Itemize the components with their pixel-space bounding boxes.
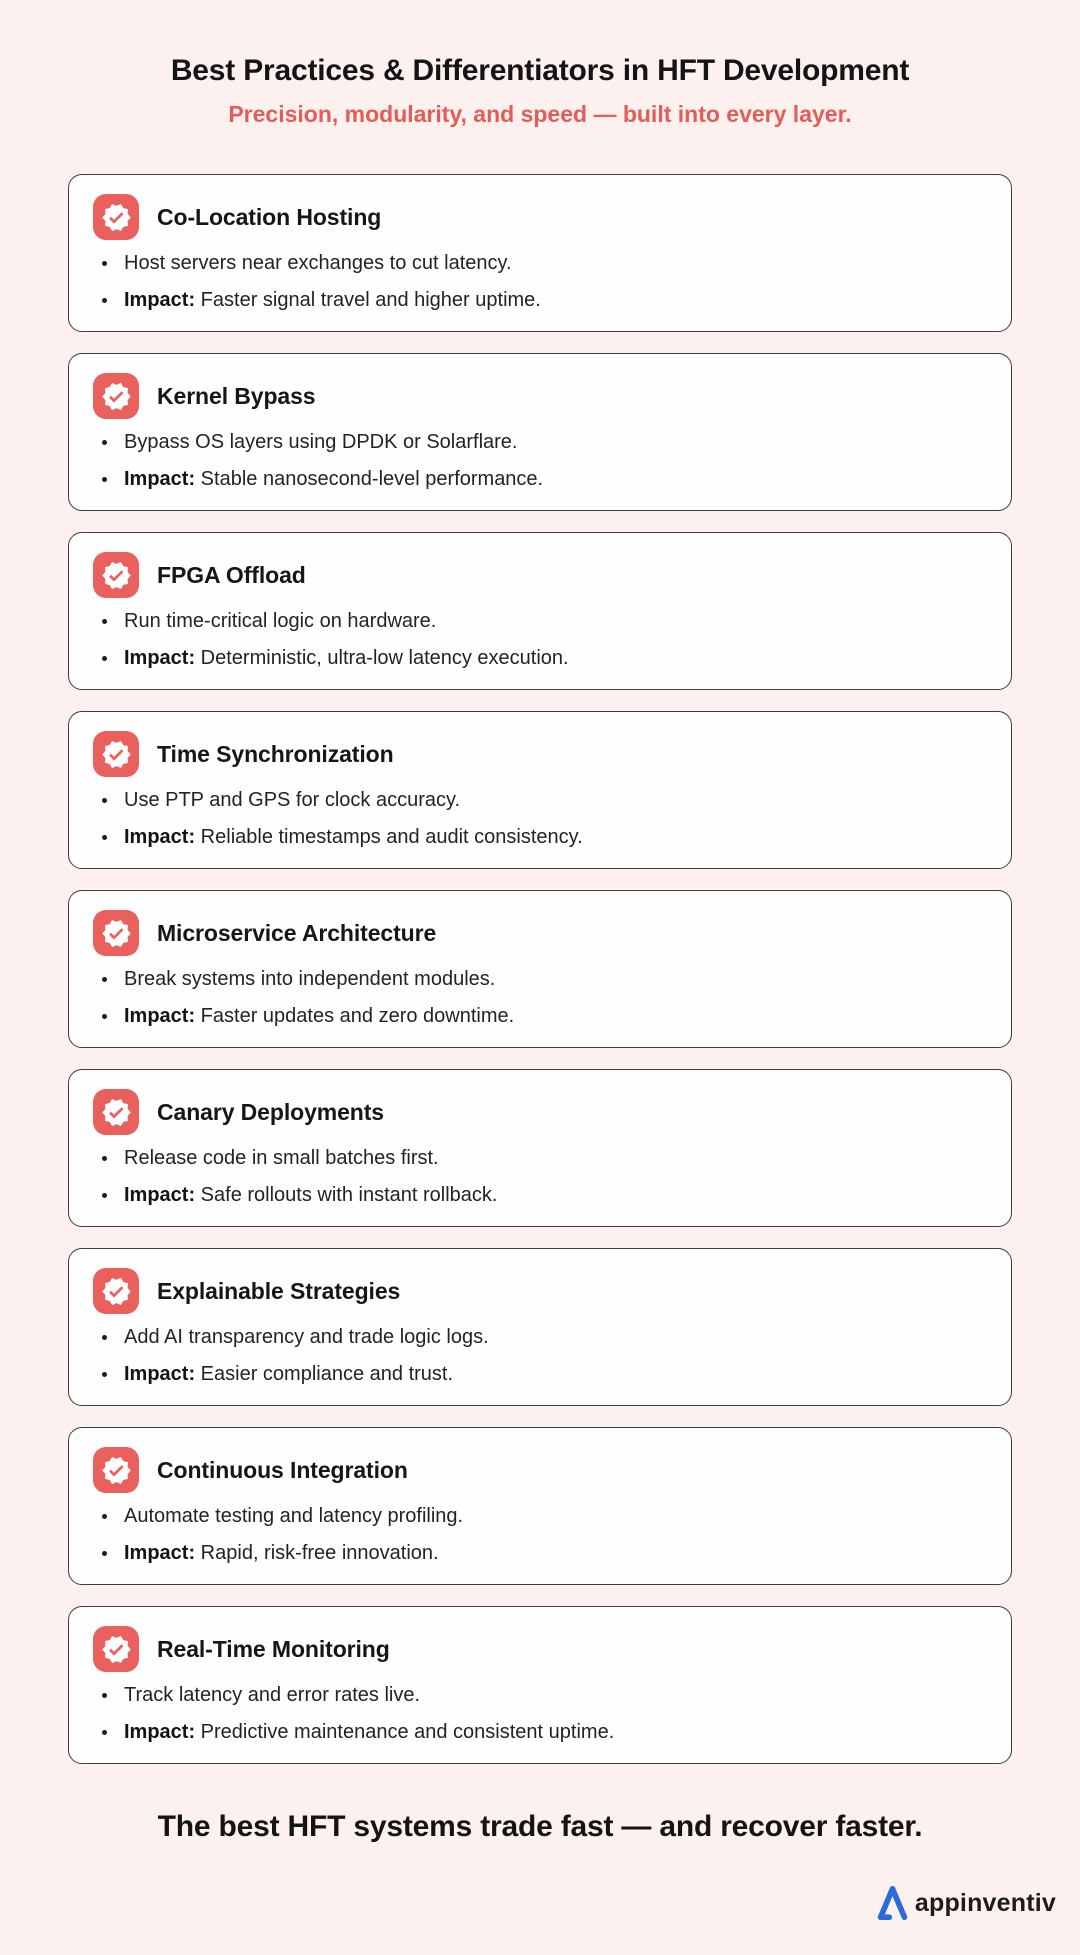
bullet-item: Release code in small batches first.	[93, 1147, 987, 1169]
verified-badge-icon	[93, 1447, 139, 1493]
bullet-dot-icon	[102, 1551, 107, 1556]
card-title: Kernel Bypass	[157, 382, 316, 409]
bullet-item: Automate testing and latency profiling.	[93, 1505, 987, 1527]
bullet-dot-icon	[102, 977, 107, 982]
bullet-dot-icon	[102, 1372, 107, 1377]
bullet-item: Host servers near exchanges to cut latency.	[93, 252, 987, 274]
card-header	[93, 194, 987, 240]
verified-badge-icon	[93, 731, 139, 777]
bullet-dot-icon	[102, 835, 107, 840]
bullet-dot-icon	[102, 261, 107, 266]
bullet-item: Bypass OS layers using DPDK or Solarflare.	[93, 431, 987, 453]
card-time-synchronization	[68, 711, 1012, 869]
bullet-dot-icon	[102, 298, 107, 303]
card-microservice-architecture	[68, 890, 1012, 1048]
card-header	[93, 731, 987, 777]
card-real-time-monitoring	[68, 1606, 1012, 1764]
bullet-item: Impact: Easier compliance and trust.	[93, 1363, 987, 1385]
bullet-item: Track latency and error rates live.	[93, 1684, 987, 1706]
card-header	[93, 1268, 987, 1314]
card-header	[93, 910, 987, 956]
bullet-item: Impact: Reliable timestamps and audit consistency.	[93, 826, 987, 848]
card-fpga-offload	[68, 532, 1012, 690]
page-title: Best Practices & Differentiators in HFT Development	[170, 54, 910, 87]
bullet-item: Impact: Rapid, risk-free innovation.	[93, 1542, 987, 1564]
card-continuous-integration	[68, 1427, 1012, 1585]
verified-badge-icon	[93, 910, 139, 956]
verified-badge-icon	[93, 1268, 139, 1314]
bullet-item: Break systems into independent modules.	[93, 968, 987, 990]
bullet-item: Add AI transparency and trade logic logs.	[93, 1326, 987, 1348]
page-subtitle: Precision, modularity, and speed — built into every layer.	[228, 101, 852, 127]
card-title: Microservice Architecture	[157, 919, 437, 946]
verified-badge-icon	[93, 1089, 139, 1135]
bullet-list	[93, 1505, 987, 1564]
card-title: Continuous Integration	[157, 1456, 408, 1483]
bullet-dot-icon	[102, 1693, 107, 1698]
verified-badge-icon	[93, 1626, 139, 1672]
bullet-item: Impact: Deterministic, ultra-low latency execution.	[93, 647, 987, 669]
bullet-list	[93, 968, 987, 1027]
card-title: Co-Location Hosting	[157, 203, 382, 230]
verified-badge-icon	[93, 552, 139, 598]
bullet-item: Use PTP and GPS for clock accuracy.	[93, 789, 987, 811]
card-header	[93, 1626, 987, 1672]
card-title: Time Synchronization	[157, 740, 394, 767]
card-explainable-strategies	[68, 1248, 1012, 1406]
bullet-item: Impact: Predictive maintenance and consistent uptime.	[93, 1721, 987, 1743]
card-title: Canary Deployments	[157, 1098, 384, 1125]
card-canary-deployments	[68, 1069, 1012, 1227]
bullet-dot-icon	[102, 619, 107, 624]
card-co-location-hosting	[68, 174, 1012, 332]
card-header	[93, 1447, 987, 1493]
bullet-item: Impact: Safe rollouts with instant rollback.	[93, 1184, 987, 1206]
bullet-list	[93, 1684, 987, 1743]
card-header	[93, 373, 987, 419]
verified-badge-icon	[93, 373, 139, 419]
card-kernel-bypass	[68, 353, 1012, 511]
appinventiv-a-icon	[876, 1884, 909, 1922]
bullet-item: Impact: Faster updates and zero downtime.	[93, 1005, 987, 1027]
bullet-item: Run time-critical logic on hardware.	[93, 610, 987, 632]
card-list	[68, 174, 1012, 1764]
bullet-item: Impact: Stable nanosecond-level performance.	[93, 468, 987, 490]
bullet-dot-icon	[102, 477, 107, 482]
bullet-list	[93, 610, 987, 669]
bullet-dot-icon	[102, 440, 107, 445]
bullet-dot-icon	[102, 798, 107, 803]
brand-logo	[0, 1884, 1056, 1922]
verified-badge-icon	[93, 194, 139, 240]
closing-statement: The best HFT systems trade fast — and recover faster.	[157, 1810, 923, 1843]
bullet-dot-icon	[102, 1156, 107, 1161]
card-title: FPGA Offload	[157, 561, 306, 588]
card-title: Real-Time Monitoring	[157, 1635, 390, 1662]
bullet-list	[93, 789, 987, 848]
page-header	[0, 0, 1080, 128]
bullet-dot-icon	[102, 1514, 107, 1519]
brand-name: appinventiv	[914, 1888, 1056, 1917]
card-header	[93, 552, 987, 598]
bullet-dot-icon	[102, 1730, 107, 1735]
bullet-list	[93, 1147, 987, 1206]
bullet-list	[93, 252, 987, 311]
bullet-dot-icon	[102, 656, 107, 661]
bullet-dot-icon	[102, 1193, 107, 1198]
card-title: Explainable Strategies	[157, 1277, 401, 1304]
bullet-dot-icon	[102, 1014, 107, 1019]
card-header	[93, 1089, 987, 1135]
bullet-item: Impact: Faster signal travel and higher uptime.	[93, 289, 987, 311]
bullet-list	[93, 431, 987, 490]
bullet-dot-icon	[102, 1335, 107, 1340]
bullet-list	[93, 1326, 987, 1385]
